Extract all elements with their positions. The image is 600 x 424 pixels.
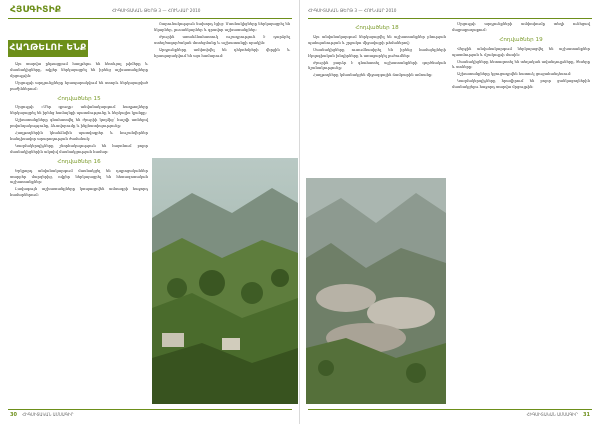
footer-text: ՀԻԳՍԻՏԱԿԱՆ ԱՄՍԱԳԻՐ xyxy=(22,412,74,417)
top-rule xyxy=(8,18,292,19)
footer-text: ՀԻԳՍԻՏԱԿԱՆ ԱՄՍԱԳԻՐ xyxy=(526,412,578,417)
left-column-2 xyxy=(154,22,290,152)
body-paragraph: Շարունակություն նախորդ էջից։ Մասնակիցները ներկայացրել են նկարներ, լուսանկարներ և գրավոր աշխատանքներ։ xyxy=(154,22,290,32)
page-number: 31 xyxy=(583,412,590,418)
body-paragraph: Արդյունքները ամփոփվել են դեկտեմբերի վերջին և հրապարակվում են այս համարում։ xyxy=(154,47,290,58)
landscape-photo xyxy=(152,158,298,404)
section-heading: Հոդվածներ 15 xyxy=(57,95,101,102)
issue-line: ՀԻԳՍԻՏԱԿԱՆ ԹԵՐԹ 3 — ՀՈՒՆՎԱՐ 2010 xyxy=(308,8,397,13)
body-paragraph: Ժյուրին առանձնահատուկ ուշադրություն է դարձրել ստեղծագործական մոտեցմանը և աշխատանքի որակին։ xyxy=(154,34,290,45)
right-page xyxy=(300,0,600,424)
section-heading: Հոդվածներ 19 xyxy=(499,36,543,43)
body-paragraph: Աշխատանքները գնահատվել են ժյուրիի կողմից՝ հաշվի առնելով բովանդակությունը, ձևավորումը և ինքնատիպությունը։ xyxy=(10,118,148,129)
body-paragraph: Վերջին անվանակարգում ներկայացվել են աշխատանքներ պատմության և մշակույթի մասին։ xyxy=(452,46,590,57)
magazine-logo: ՀՅՍԳԻՏԻՔ xyxy=(10,5,62,15)
footer-rule xyxy=(308,409,592,410)
right-column-1 xyxy=(308,22,446,172)
top-rule xyxy=(308,18,592,19)
body-paragraph: Մրցույթի «Մեր գյուղը» անվանակարգում հաղթողները ներկայացրել են իրենց համայնքի պատմությունը և ներկայիս կյանքը։ xyxy=(10,105,148,116)
intro-paragraph: Այս տարվա ընթացքում հաղթելու են հետևյալ թիմերը և մասնակիցները, ովքեր ներկայացրել են իրենց աշխատանքները մրցույթին։ xyxy=(10,62,148,78)
body-paragraph: Մասնակիցները ուսումնասիրել են իրենց համայնքների էկոլոգիական խնդիրները և առաջարկել լուծումներ։ xyxy=(308,47,446,58)
body-paragraph: Այս անվանակարգում ներկայացվել են աշխատանքներ բնության պահպանության և շրջակա միջավայրի թեմաներով։ xyxy=(308,34,446,45)
body-paragraph: Կազմակերպիչները հրավիրում են բոլոր ցանկացողներին մասնակցելու հաջորդ տարվա մրցույթին։ xyxy=(452,79,590,90)
body-paragraph: Հաղթողներին կհանձնվեն պատվոգրեր և հուշանվերներ հանդիսավոր արարողության ժամանակ։ xyxy=(10,131,148,141)
left-column-1 xyxy=(10,62,148,407)
page-footer xyxy=(527,412,590,418)
body-paragraph: Երկրորդ անվանակարգում մասնակցել են դպրոցականներ տարբեր մարզերից, ովքեր ներկայացրել են հետազոտական աշխատանքներ։ xyxy=(10,168,148,185)
intro-paragraph: Մրցույթի արդյունքները հրապարակվում են ստորև ներկայացված բաժիններում։ xyxy=(10,80,148,91)
body-paragraph: Աշխատանքները կցուցադրվեն հատուկ ցուցահանդեսում։ xyxy=(457,72,572,77)
page-footer xyxy=(10,412,73,418)
right-column-2 xyxy=(452,22,590,402)
body-paragraph: Ժյուրին բարձր է գնահատել աշխատանքների գործնական նշանակությունը։ xyxy=(308,60,446,71)
rocky-landscape-photo xyxy=(306,178,446,404)
section-heading: Հոդվածներ 18 xyxy=(355,25,399,31)
footer-rule xyxy=(8,409,292,410)
body-paragraph: Լավագույն աշխատանքները կտպագրվեն ամսագրի հաջորդ համարներում։ xyxy=(10,187,148,198)
section-banner: ՀԱՂԹԵԼՈՒ ԵՆՔ xyxy=(8,40,88,57)
page-number: 30 xyxy=(10,412,17,418)
section-heading: Հոդվածներ 16 xyxy=(57,158,101,165)
issue-line: ՀԻԳՍԻՏԱԿԱՆ ԹԵՐԹ 3 — ՀՈՒՆՎԱՐ 2010 xyxy=(112,8,201,13)
body-paragraph: Կազմակերպիչները շնորհակալություն են հայտնում բոլոր մասնակիցներին ակտիվ մասնակցության համար։ xyxy=(10,143,148,154)
body-paragraph: Մրցույթի արդյունքների ամփոփումը տեղի ունեցավ մայրաքաղաքում։ xyxy=(452,22,590,32)
body-paragraph: Մասնակիցները հետազոտել են տեղական ավանդույթները, ծեսերը և տոները։ xyxy=(452,59,590,70)
body-paragraph: Հաղթողները կմասնակցեն միջազգային ճամբարին ամռանը։ xyxy=(313,73,433,78)
